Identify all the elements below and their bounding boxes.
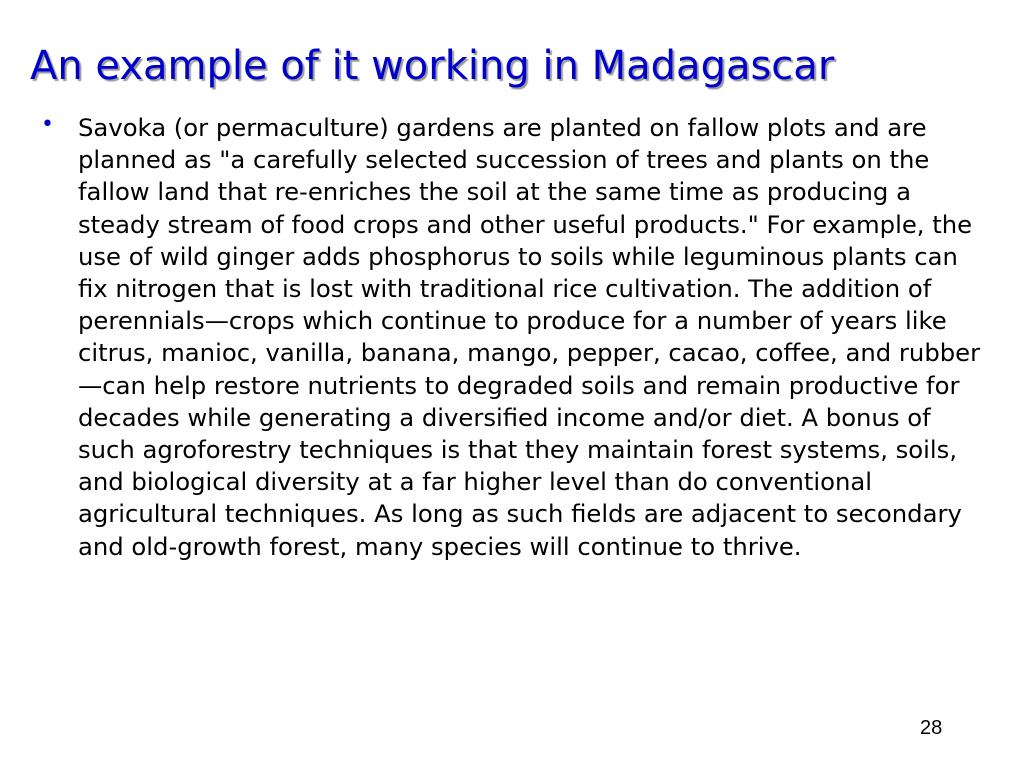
bullet-text: Savoka (or permaculture) gardens are planted on fallow plots and are planned as "a carefully selected succession of trees and plants on the fallow land that re-enriches the soil at the same time as producing a steady stream of food crops and other useful products." For example, the use of wild ginger adds phosphorus to soils while leguminous plants can fix nitrogen that is lost with traditional rice cultivation. The addition of perennials—crops which continue to produce for a number of years like citrus, manioc, vanilla, banana, mango, pepper, cacao, coffee, and rubber—can help restore nutrients to degraded soils and remain productive for decades while generating a diversified income and/or diet. A bonus of such agroforestry techniques is that they maintain forest systems, soils, and biological diversity at a far higher level than do conventional agricultural techniques. As long as such fields are adjacent to secondary and old-growth forest, many species will continue to thrive. xyxy=(78,113,981,561)
page-number: 28 xyxy=(920,717,943,739)
bullet-item xyxy=(38,112,993,563)
bullet-dot-icon: • xyxy=(41,112,54,137)
bullet-list xyxy=(38,112,993,563)
slide-title: An example of it working in Madagascar xyxy=(30,43,835,89)
